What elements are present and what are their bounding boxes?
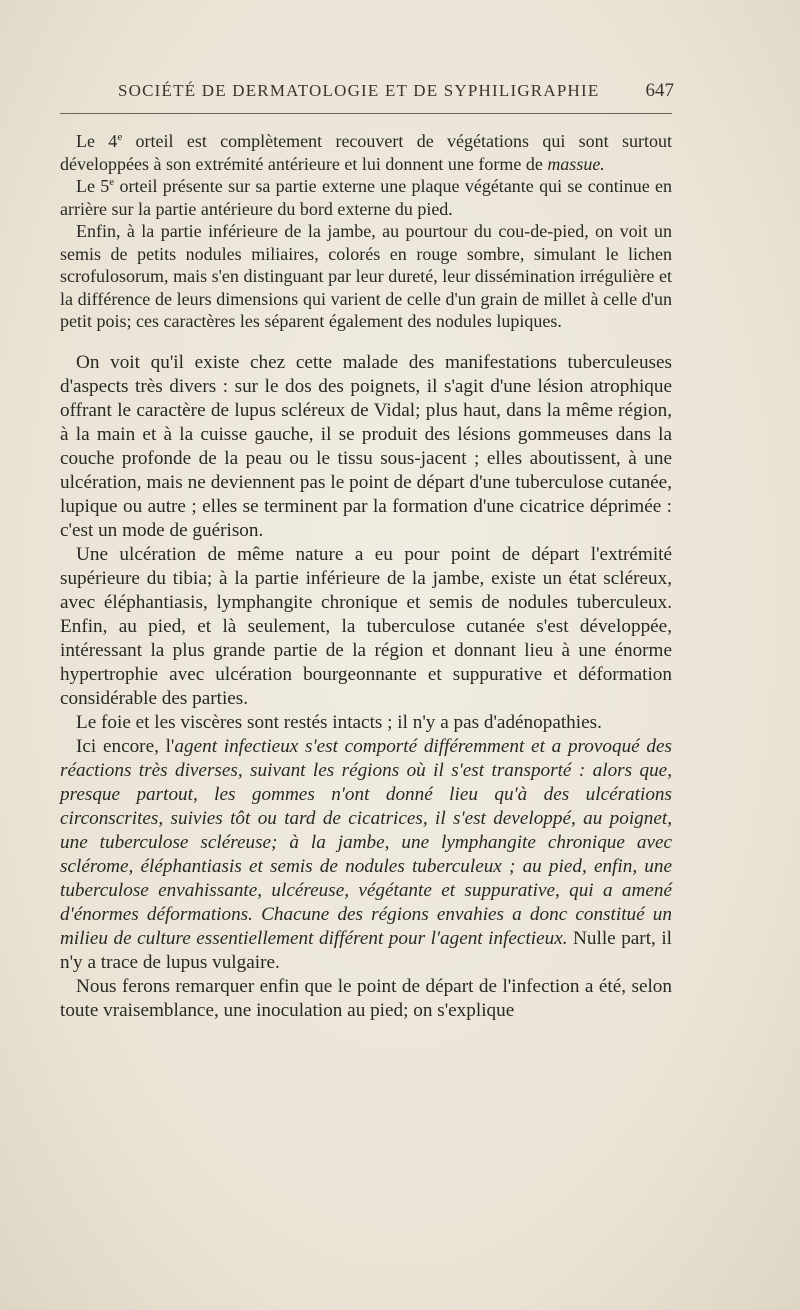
page-number: 647 bbox=[645, 80, 674, 101]
p7-start: Ici encore, l' bbox=[76, 735, 175, 757]
paragraph-infectious-agent bbox=[60, 735, 672, 975]
p7-end: Nulle part, il n'y a trace de lupus vulgaire. bbox=[60, 927, 673, 973]
p7-italic: agent infectieux s'est comporté différemment et a provoqué des réactions très diverses, suivant les régions où il s'est transporté : alors que, presque partout, les gommes n'ont donné lieu qu'à des ulcérations circonscrites, suivies tôt ou tard de cicatrices, il s'est developpé, au poignet, une tuberculose scléreuse; à la jambe, une lymphangite chronique avec sclérome, éléphantiasis et semis de nodules tuberculeux ; au pied, enfin, une tuberculose envahissante, ulcéreuse, végétante et suppurative, qui a amené d'énormes déformations. Chacune des régions envahies a donc constitué un milieu de culture essentiellement différent pour l'agent infectieux. bbox=[60, 735, 672, 949]
p2-superscript: e bbox=[109, 176, 115, 188]
paragraph-nodules: Enfin, à la partie inférieure de la jambe, au pourtour du cou-de-pied, on voit un semis de petits nodules miliaires, colorés en rouge sombre, simulant le lichen scrofulosorum, mais s'en distinguant par leur dureté, leur dissémination irrégulière et la différence de leurs dimensions qui varient de celle d'un grain de millet à celle d'un petit pois; ces caractères les séparent également des nodules lupiques. bbox=[60, 221, 672, 331]
p1-superscript: e bbox=[117, 131, 123, 143]
running-header bbox=[118, 80, 674, 102]
p1-italic: massue. bbox=[547, 153, 605, 174]
paragraph-5th-toe bbox=[60, 175, 672, 220]
body-text bbox=[60, 130, 672, 1023]
paragraph-liver: Le foie et les viscères sont restés intacts ; il n'y a pas d'adénopathies. bbox=[76, 711, 602, 733]
paragraph-inoculation: Nous ferons remarquer enfin que le point de départ de l'infection a été, selon toute vraisemblance, une inoculation au pied; on s'explique bbox=[60, 975, 672, 1021]
p2-start: Le 5 bbox=[76, 176, 110, 196]
paragraph-ulceration: Une ulcération de même nature a eu pour point de départ l'extrémité supérieure du tibia; à la partie inférieure de la jambe, existe un état scléreux, avec éléphantiasis, lymphangite chronique et semis de nodules tuberculeux. Enfin, au pied, et là seulement, la tuberculose cutanée s'est développée, intéressant la plus grande partie de la région et donnant lieu à une énorme hypertrophie avec ulcération bourgeonnante et suppurative et déformation considérable des parties. bbox=[60, 543, 672, 709]
p2-text: orteil présente sur sa partie externe une plaque végétante qui se continue en arrière sur la partie antérieure du bord externe du pied. bbox=[60, 176, 672, 219]
paragraph-4th-toe bbox=[60, 130, 672, 175]
header-rule bbox=[60, 113, 672, 114]
p1-start: Le 4 bbox=[76, 131, 118, 151]
p1-text: orteil est complètement recouvert de végétations qui sont surtout développées à son extrémité antérieure et lui donnent une forme de bbox=[60, 131, 673, 174]
running-title: SOCIÉTÉ DE DERMATOLOGIE ET DE SYPHILIGRAPHIE bbox=[118, 81, 600, 100]
paragraph-manifestations: On voit qu'il existe chez cette malade des manifestations tuberculeuses d'aspects très divers : sur le dos des poignets, il s'agit d'une lésion atrophique offrant le caractère de lupus scléreux de Vidal; plus haut, dans la même région, à la main et à la cuisse gauche, il se produit des lésions gommeuses dans la couche profonde de la peau ou le tissu sous-jacent ; elles aboutissent, à une ulcération, mais ne deviennent pas le point de départ d'une tuberculose cutanée, lupique ou autre ; elles se terminent par la formation d'une cicatrice déprimée : c'est un mode de guérison. bbox=[60, 351, 672, 541]
